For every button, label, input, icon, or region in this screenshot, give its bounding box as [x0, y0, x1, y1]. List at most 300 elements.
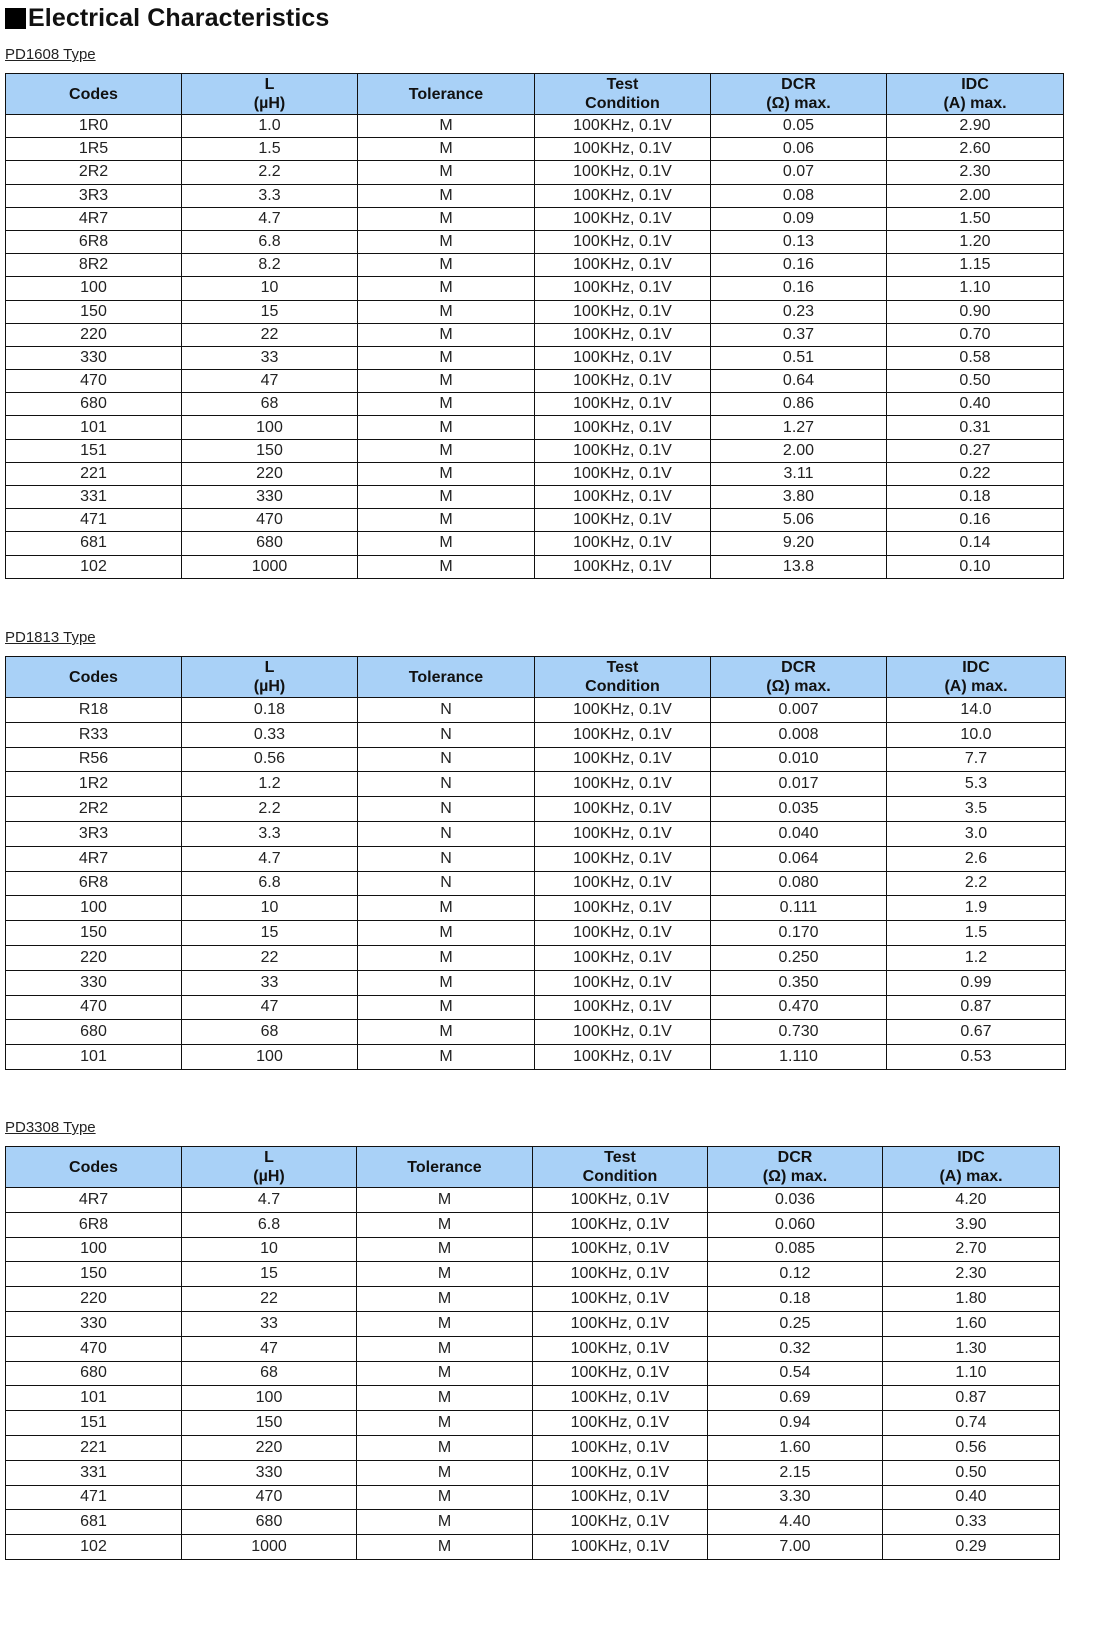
header-tolerance: Tolerance — [358, 74, 535, 115]
tolerance-cell: N — [358, 846, 535, 871]
test-condition-cell: 100KHz, 0.1V — [535, 184, 711, 207]
test-condition-cell: 100KHz, 0.1V — [535, 871, 711, 896]
idc-cell: 2.2 — [887, 871, 1066, 896]
dcr-cell: 7.00 — [708, 1535, 883, 1560]
dcr-cell: 0.170 — [711, 921, 887, 946]
idc-cell: 1.80 — [883, 1287, 1060, 1312]
idc-cell: 7.7 — [887, 747, 1066, 772]
code-cell: 100 — [6, 277, 182, 300]
idc-cell: 0.99 — [887, 970, 1066, 995]
dcr-cell: 0.064 — [711, 846, 887, 871]
idc-cell: 0.53 — [887, 1045, 1066, 1070]
dcr-cell: 0.007 — [711, 698, 887, 723]
table-row — [6, 797, 1066, 822]
table-body — [6, 698, 1066, 1070]
inductance-cell: 100 — [182, 1045, 358, 1070]
header-dcr: DCR (Ω) max. — [711, 74, 887, 115]
test-condition-cell: 100KHz, 0.1V — [535, 300, 711, 323]
tolerance-cell: N — [358, 821, 535, 846]
table-row — [6, 1386, 1060, 1411]
tolerance-cell: M — [358, 462, 535, 485]
idc-cell: 1.15 — [887, 254, 1064, 277]
test-condition-cell: 100KHz, 0.1V — [535, 747, 711, 772]
inductance-cell: 47 — [182, 370, 358, 393]
inductance-cell: 150 — [182, 439, 358, 462]
test-condition-cell: 100KHz, 0.1V — [535, 995, 711, 1020]
idc-cell: 0.87 — [883, 1386, 1060, 1411]
tolerance-cell: M — [358, 184, 535, 207]
idc-cell: 1.20 — [887, 230, 1064, 253]
spec-table-pd1813 — [5, 656, 1066, 1070]
test-condition-cell: 100KHz, 0.1V — [535, 207, 711, 230]
header-codes: Codes — [6, 1147, 182, 1188]
dcr-cell: 5.06 — [711, 509, 887, 532]
code-cell: 2R2 — [6, 161, 182, 184]
spec-table-pd1608 — [5, 73, 1064, 579]
test-condition-cell: 100KHz, 0.1V — [535, 772, 711, 797]
header-dcr: DCR (Ω) max. — [711, 657, 887, 698]
inductance-cell: 680 — [182, 532, 358, 555]
inductance-cell: 0.33 — [182, 722, 358, 747]
code-cell: 102 — [6, 555, 182, 578]
dcr-cell: 0.040 — [711, 821, 887, 846]
code-cell: R33 — [6, 722, 182, 747]
code-cell: 150 — [6, 1262, 182, 1287]
test-condition-cell: 100KHz, 0.1V — [533, 1435, 708, 1460]
tolerance-cell: M — [358, 207, 535, 230]
inductance-cell: 2.2 — [182, 161, 358, 184]
header-codes: Codes — [6, 657, 182, 698]
dcr-cell: 0.16 — [711, 277, 887, 300]
tolerance-cell: M — [357, 1460, 533, 1485]
test-condition-cell: 100KHz, 0.1V — [535, 346, 711, 369]
tolerance-cell: M — [357, 1435, 533, 1460]
inductance-cell: 68 — [182, 393, 358, 416]
test-condition-cell: 100KHz, 0.1V — [535, 462, 711, 485]
tolerance-cell: M — [358, 416, 535, 439]
table-row — [6, 921, 1066, 946]
header-test-condition: Test Condition — [533, 1147, 708, 1188]
tolerance-cell: M — [358, 555, 535, 578]
tolerance-cell: M — [357, 1361, 533, 1386]
dcr-cell: 0.16 — [711, 254, 887, 277]
test-condition-cell: 100KHz, 0.1V — [535, 921, 711, 946]
tolerance-cell: M — [357, 1510, 533, 1535]
tolerance-cell: M — [358, 1045, 535, 1070]
idc-cell: 2.6 — [887, 846, 1066, 871]
test-condition-cell: 100KHz, 0.1V — [535, 846, 711, 871]
code-cell: 102 — [6, 1535, 182, 1560]
inductance-cell: 330 — [182, 1460, 357, 1485]
dcr-cell: 0.94 — [708, 1411, 883, 1436]
dcr-cell: 0.06 — [711, 138, 887, 161]
test-condition-cell: 100KHz, 0.1V — [533, 1311, 708, 1336]
table-header — [6, 74, 1064, 115]
code-cell: R18 — [6, 698, 182, 723]
inductance-cell: 4.7 — [182, 1188, 357, 1213]
test-condition-cell: 100KHz, 0.1V — [535, 254, 711, 277]
table-row — [6, 1361, 1060, 1386]
idc-cell: 3.5 — [887, 797, 1066, 822]
dcr-cell: 0.23 — [711, 300, 887, 323]
test-condition-cell: 100KHz, 0.1V — [533, 1460, 708, 1485]
table-row — [6, 1460, 1060, 1485]
inductance-cell: 220 — [182, 462, 358, 485]
idc-cell: 5.3 — [887, 772, 1066, 797]
tolerance-cell: N — [358, 698, 535, 723]
idc-cell: 0.29 — [883, 1535, 1060, 1560]
table-row — [6, 1435, 1060, 1460]
tolerance-cell: M — [357, 1237, 533, 1262]
table-row — [6, 555, 1064, 578]
test-condition-cell: 100KHz, 0.1V — [533, 1485, 708, 1510]
test-condition-cell: 100KHz, 0.1V — [535, 416, 711, 439]
code-cell: 1R5 — [6, 138, 182, 161]
table-row — [6, 1485, 1060, 1510]
dcr-cell: 0.080 — [711, 871, 887, 896]
code-cell: 221 — [6, 462, 182, 485]
test-condition-cell: 100KHz, 0.1V — [533, 1535, 708, 1560]
table-row — [6, 821, 1066, 846]
code-cell: 100 — [6, 896, 182, 921]
test-condition-cell: 100KHz, 0.1V — [535, 1020, 711, 1045]
table-row — [6, 896, 1066, 921]
dcr-cell: 0.32 — [708, 1336, 883, 1361]
spec-table-pd3308 — [5, 1146, 1060, 1560]
tolerance-cell: M — [358, 300, 535, 323]
dcr-cell: 0.09 — [711, 207, 887, 230]
table-row — [6, 772, 1066, 797]
tolerance-cell: M — [358, 161, 535, 184]
table-row — [6, 115, 1064, 138]
table-row — [6, 230, 1064, 253]
dcr-cell: 0.05 — [711, 115, 887, 138]
test-condition-cell: 100KHz, 0.1V — [535, 370, 711, 393]
code-cell: 4R7 — [6, 846, 182, 871]
tolerance-cell: M — [358, 1020, 535, 1045]
tolerance-cell: M — [358, 323, 535, 346]
inductance-cell: 1.2 — [182, 772, 358, 797]
inductance-cell: 6.8 — [182, 871, 358, 896]
dcr-cell: 0.111 — [711, 896, 887, 921]
inductance-cell: 470 — [182, 1485, 357, 1510]
dcr-cell: 0.54 — [708, 1361, 883, 1386]
inductance-cell: 10 — [182, 896, 358, 921]
idc-cell: 3.0 — [887, 821, 1066, 846]
tolerance-cell: M — [357, 1287, 533, 1312]
tolerance-cell: N — [358, 747, 535, 772]
type-label-pd1608: PD1608 Type — [5, 46, 96, 63]
table-row — [6, 346, 1064, 369]
type-label-pd3308: PD3308 Type — [5, 1119, 96, 1136]
idc-cell: 0.58 — [887, 346, 1064, 369]
dcr-cell: 2.00 — [711, 439, 887, 462]
idc-cell: 2.60 — [887, 138, 1064, 161]
idc-cell: 14.0 — [887, 698, 1066, 723]
inductance-cell: 6.8 — [182, 230, 358, 253]
idc-cell: 0.22 — [887, 462, 1064, 485]
table-header — [6, 657, 1066, 698]
table-body — [6, 1188, 1060, 1560]
dcr-cell: 0.25 — [708, 1311, 883, 1336]
test-condition-cell: 100KHz, 0.1V — [533, 1411, 708, 1436]
dcr-cell: 3.11 — [711, 462, 887, 485]
idc-cell: 1.5 — [887, 921, 1066, 946]
dcr-cell: 0.64 — [711, 370, 887, 393]
tolerance-cell: M — [358, 509, 535, 532]
idc-cell: 0.33 — [883, 1510, 1060, 1535]
idc-cell: 10.0 — [887, 722, 1066, 747]
idc-cell: 0.10 — [887, 555, 1064, 578]
dcr-cell: 4.40 — [708, 1510, 883, 1535]
idc-cell: 0.27 — [887, 439, 1064, 462]
table-row — [6, 1212, 1060, 1237]
inductance-cell: 33 — [182, 970, 358, 995]
table-row — [6, 207, 1064, 230]
tolerance-cell: N — [358, 772, 535, 797]
code-cell: 8R2 — [6, 254, 182, 277]
inductance-cell: 6.8 — [182, 1212, 357, 1237]
code-cell: 6R8 — [6, 1212, 182, 1237]
code-cell: 470 — [6, 370, 182, 393]
code-cell: 330 — [6, 346, 182, 369]
dcr-cell: 0.13 — [711, 230, 887, 253]
tolerance-cell: N — [358, 871, 535, 896]
table-row — [6, 184, 1064, 207]
idc-cell: 3.90 — [883, 1212, 1060, 1237]
header-dcr: DCR (Ω) max. — [708, 1147, 883, 1188]
header-inductance: L (µH) — [182, 1147, 357, 1188]
inductance-cell: 0.56 — [182, 747, 358, 772]
test-condition-cell: 100KHz, 0.1V — [535, 722, 711, 747]
dcr-cell: 0.035 — [711, 797, 887, 822]
idc-cell: 0.16 — [887, 509, 1064, 532]
test-condition-cell: 100KHz, 0.1V — [535, 970, 711, 995]
code-cell: 680 — [6, 1361, 182, 1386]
test-condition-cell: 100KHz, 0.1V — [533, 1386, 708, 1411]
code-cell: 101 — [6, 1045, 182, 1070]
dcr-cell: 9.20 — [711, 532, 887, 555]
page-title-text: Electrical Characteristics — [28, 3, 330, 32]
test-condition-cell: 100KHz, 0.1V — [535, 945, 711, 970]
dcr-cell: 0.51 — [711, 346, 887, 369]
code-cell: 330 — [6, 970, 182, 995]
inductance-cell: 68 — [182, 1361, 357, 1386]
header-test-condition: Test Condition — [535, 657, 711, 698]
idc-cell: 0.87 — [887, 995, 1066, 1020]
inductance-cell: 680 — [182, 1510, 357, 1535]
code-cell: 681 — [6, 532, 182, 555]
inductance-cell: 47 — [182, 995, 358, 1020]
table-row — [6, 462, 1064, 485]
dcr-cell: 13.8 — [711, 555, 887, 578]
tolerance-cell: M — [357, 1535, 533, 1560]
idc-cell: 0.67 — [887, 1020, 1066, 1045]
test-condition-cell: 100KHz, 0.1V — [535, 115, 711, 138]
tolerance-cell: M — [357, 1386, 533, 1411]
inductance-cell: 47 — [182, 1336, 357, 1361]
inductance-cell: 4.7 — [182, 207, 358, 230]
idc-cell: 1.10 — [883, 1361, 1060, 1386]
code-cell: 220 — [6, 945, 182, 970]
test-condition-cell: 100KHz, 0.1V — [535, 486, 711, 509]
table-row — [6, 970, 1066, 995]
test-condition-cell: 100KHz, 0.1V — [535, 138, 711, 161]
table-row — [6, 254, 1064, 277]
idc-cell: 1.30 — [883, 1336, 1060, 1361]
table-row — [6, 138, 1064, 161]
dcr-cell: 0.18 — [708, 1287, 883, 1312]
tolerance-cell: N — [358, 722, 535, 747]
inductance-cell: 3.3 — [182, 821, 358, 846]
header-inductance: L (µH) — [182, 74, 358, 115]
idc-cell: 1.9 — [887, 896, 1066, 921]
tolerance-cell: M — [358, 945, 535, 970]
page-title — [5, 3, 329, 33]
code-cell: 4R7 — [6, 207, 182, 230]
table-row — [6, 1262, 1060, 1287]
table-row — [6, 1535, 1060, 1560]
code-cell: 100 — [6, 1237, 182, 1262]
table-row — [6, 1411, 1060, 1436]
inductance-cell: 470 — [182, 509, 358, 532]
tolerance-cell: M — [358, 370, 535, 393]
idc-cell: 0.40 — [883, 1485, 1060, 1510]
table-row — [6, 323, 1064, 346]
code-cell: 471 — [6, 1485, 182, 1510]
test-condition-cell: 100KHz, 0.1V — [535, 393, 711, 416]
dcr-cell: 0.350 — [711, 970, 887, 995]
inductance-cell: 1000 — [182, 555, 358, 578]
tolerance-cell: M — [358, 230, 535, 253]
idc-cell: 4.20 — [883, 1188, 1060, 1213]
code-cell: 151 — [6, 439, 182, 462]
code-cell: 221 — [6, 1435, 182, 1460]
inductance-cell: 150 — [182, 1411, 357, 1436]
dcr-cell: 0.017 — [711, 772, 887, 797]
tolerance-cell: N — [358, 797, 535, 822]
inductance-cell: 0.18 — [182, 698, 358, 723]
idc-cell: 0.18 — [887, 486, 1064, 509]
inductance-cell: 330 — [182, 486, 358, 509]
tolerance-cell: M — [357, 1188, 533, 1213]
table-row — [6, 747, 1066, 772]
header-idc: IDC (A) max. — [887, 657, 1066, 698]
dcr-cell: 0.12 — [708, 1262, 883, 1287]
table-row — [6, 1287, 1060, 1312]
inductance-cell: 15 — [182, 1262, 357, 1287]
test-condition-cell: 100KHz, 0.1V — [535, 555, 711, 578]
test-condition-cell: 100KHz, 0.1V — [533, 1361, 708, 1386]
inductance-cell: 100 — [182, 1386, 357, 1411]
test-condition-cell: 100KHz, 0.1V — [535, 277, 711, 300]
idc-cell: 0.14 — [887, 532, 1064, 555]
code-cell: 150 — [6, 921, 182, 946]
code-cell: 4R7 — [6, 1188, 182, 1213]
table-row — [6, 1336, 1060, 1361]
table-body — [6, 115, 1064, 579]
header-test-condition: Test Condition — [535, 74, 711, 115]
table-row — [6, 439, 1064, 462]
table-row — [6, 416, 1064, 439]
tolerance-cell: M — [357, 1212, 533, 1237]
idc-cell: 1.2 — [887, 945, 1066, 970]
code-cell: 2R2 — [6, 797, 182, 822]
tolerance-cell: M — [357, 1485, 533, 1510]
idc-cell: 0.50 — [883, 1460, 1060, 1485]
tolerance-cell: M — [358, 277, 535, 300]
table-row — [6, 486, 1064, 509]
square-bullet-icon — [5, 8, 26, 29]
dcr-cell: 0.730 — [711, 1020, 887, 1045]
code-cell: 330 — [6, 1311, 182, 1336]
dcr-cell: 1.60 — [708, 1435, 883, 1460]
idc-cell: 0.31 — [887, 416, 1064, 439]
inductance-cell: 10 — [182, 277, 358, 300]
code-cell: 150 — [6, 300, 182, 323]
inductance-cell: 100 — [182, 416, 358, 439]
test-condition-cell: 100KHz, 0.1V — [533, 1212, 708, 1237]
idc-cell: 2.00 — [887, 184, 1064, 207]
header-idc: IDC (A) max. — [887, 74, 1064, 115]
tolerance-cell: M — [358, 115, 535, 138]
table-row — [6, 1020, 1066, 1045]
dcr-cell: 1.27 — [711, 416, 887, 439]
inductance-cell: 4.7 — [182, 846, 358, 871]
code-cell: 220 — [6, 1287, 182, 1312]
inductance-cell: 3.3 — [182, 184, 358, 207]
code-cell: R56 — [6, 747, 182, 772]
idc-cell: 0.56 — [883, 1435, 1060, 1460]
tolerance-cell: M — [358, 896, 535, 921]
code-cell: 680 — [6, 393, 182, 416]
code-cell: 471 — [6, 509, 182, 532]
test-condition-cell: 100KHz, 0.1V — [535, 230, 711, 253]
dcr-cell: 3.80 — [711, 486, 887, 509]
table-row — [6, 300, 1064, 323]
table-row — [6, 1045, 1066, 1070]
table-row — [6, 370, 1064, 393]
idc-cell: 2.90 — [887, 115, 1064, 138]
dcr-cell: 0.060 — [708, 1212, 883, 1237]
header-inductance: L (µH) — [182, 657, 358, 698]
tolerance-cell: M — [358, 254, 535, 277]
inductance-cell: 220 — [182, 1435, 357, 1460]
idc-cell: 2.70 — [883, 1237, 1060, 1262]
table-row — [6, 846, 1066, 871]
tolerance-cell: M — [357, 1311, 533, 1336]
tolerance-cell: M — [358, 138, 535, 161]
table-row — [6, 1510, 1060, 1535]
dcr-cell: 0.008 — [711, 722, 887, 747]
code-cell: 220 — [6, 323, 182, 346]
tolerance-cell: M — [358, 995, 535, 1020]
dcr-cell: 0.085 — [708, 1237, 883, 1262]
table-row — [6, 532, 1064, 555]
test-condition-cell: 100KHz, 0.1V — [533, 1188, 708, 1213]
tolerance-cell: M — [358, 486, 535, 509]
table-row — [6, 722, 1066, 747]
test-condition-cell: 100KHz, 0.1V — [535, 698, 711, 723]
test-condition-cell: 100KHz, 0.1V — [535, 896, 711, 921]
test-condition-cell: 100KHz, 0.1V — [535, 439, 711, 462]
idc-cell: 1.10 — [887, 277, 1064, 300]
idc-cell: 0.90 — [887, 300, 1064, 323]
idc-cell: 0.50 — [887, 370, 1064, 393]
code-cell: 331 — [6, 1460, 182, 1485]
code-cell: 151 — [6, 1411, 182, 1436]
tolerance-cell: M — [358, 532, 535, 555]
